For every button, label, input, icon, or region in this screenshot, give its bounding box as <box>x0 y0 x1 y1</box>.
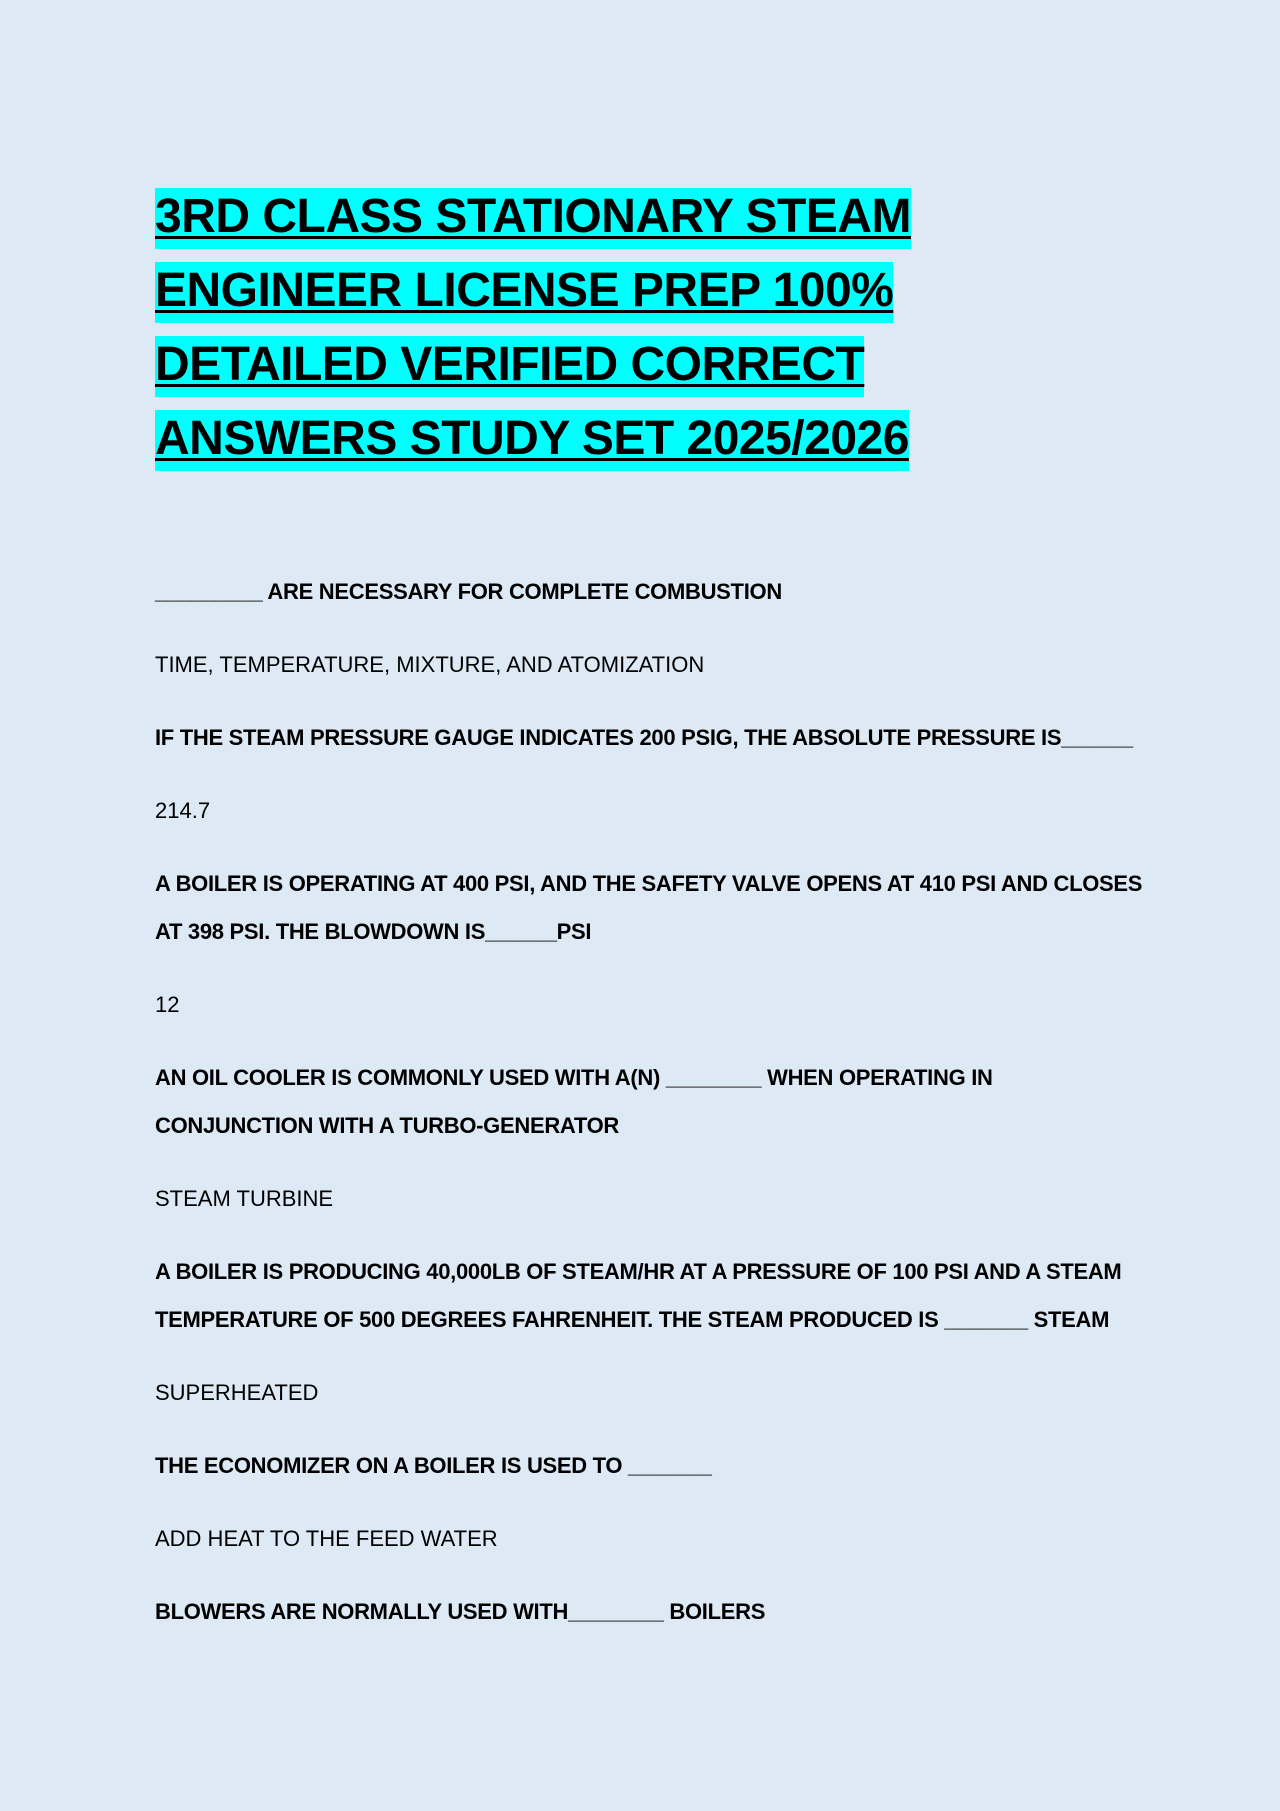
answer-1: TIME, TEMPERATURE, MIXTURE, AND ATOMIZATION <box>155 652 705 677</box>
title-line-2: ENGINEER LICENSE PREP 100% <box>155 264 894 317</box>
document-page <box>155 180 1145 1624</box>
question-7: BLOWERS ARE NORMALLY USED WITH________ BOILERS <box>155 1599 766 1624</box>
question-2: IF THE STEAM PRESSURE GAUGE INDICATES 200 PSIG, THE ABSOLUTE PRESSURE IS______ <box>155 725 1133 750</box>
answer-5: SUPERHEATED <box>155 1380 319 1405</box>
title-line-1: 3RD CLASS STATIONARY STEAM <box>155 190 911 243</box>
question-3: A BOILER IS OPERATING AT 400 PSI, AND THE SAFETY VALVE OPENS AT 410 PSI AND CLOSES AT 398 PSI. THE BLOWDOWN IS______PSI <box>155 871 1143 944</box>
document-title <box>155 180 1145 476</box>
question-answer-list <box>155 568 1145 1636</box>
question-1: _________ ARE NECESSARY FOR COMPLETE COMBUSTION <box>155 579 782 604</box>
answer-3: 12 <box>155 992 180 1017</box>
answer-4: STEAM TURBINE <box>155 1186 334 1211</box>
answer-6: ADD HEAT TO THE FEED WATER <box>155 1526 498 1551</box>
title-line-3: DETAILED VERIFIED CORRECT <box>155 338 865 391</box>
title-highlight <box>155 188 911 471</box>
question-4: AN OIL COOLER IS COMMONLY USED WITH A(N) ________ WHEN OPERATING IN CONJUNCTION WITH A TURBO-GENERATOR <box>155 1065 993 1138</box>
question-6: THE ECONOMIZER ON A BOILER IS USED TO _______ <box>155 1453 712 1478</box>
answer-2: 214.7 <box>155 798 211 823</box>
question-5: A BOILER IS PRODUCING 40,000LB OF STEAM/HR AT A PRESSURE OF 100 PSI AND A STEAM TEMPERATURE OF 500 DEGREES FAHRENHEIT. THE STEAM PRODUCED IS _______ STEAM <box>155 1259 1122 1332</box>
title-line-4: ANSWERS STUDY SET 2025/2026 <box>155 412 909 465</box>
